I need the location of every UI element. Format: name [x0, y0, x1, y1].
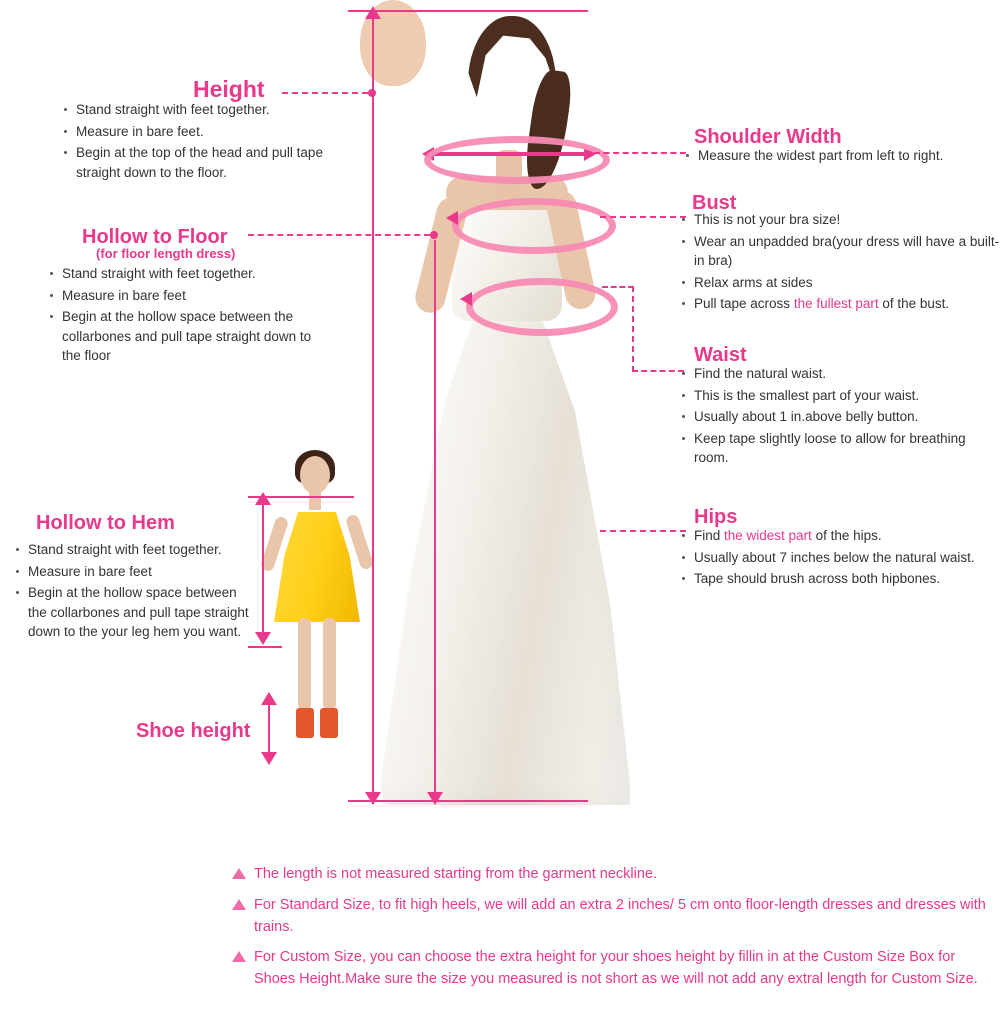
bust-leader-line [600, 216, 686, 218]
hollow-to-hem-bullets [14, 540, 250, 644]
mini-model-legs [294, 618, 340, 710]
bust-bullet-1: This is not your bra size! [680, 210, 1000, 230]
footer-note-2 [232, 895, 992, 939]
hollow-to-floor-bullet-1: Stand straight with feet together. [48, 264, 328, 284]
waist-leader-line-horizontal [602, 286, 634, 288]
hips-bullet-3: Tape should brush across both hipbones. [680, 569, 990, 589]
warning-triangle-icon [232, 951, 246, 962]
bust-bullet-4-highlight: the fullest part [793, 296, 879, 312]
shoulder-width-bullets [684, 146, 994, 168]
warning-triangle-icon [232, 899, 246, 910]
hollow-to-hem-bullet-2: Measure in bare feet [14, 562, 250, 582]
hips-bullets [680, 526, 990, 591]
mini-model-right-shoe [320, 708, 338, 738]
waist-arrow-left [460, 292, 472, 306]
waist-bullet-4: Keep tape slightly loose to allow for breathing room. [680, 429, 990, 468]
hollow-to-hem-top-cap [248, 496, 354, 498]
mini-model-dress [274, 512, 360, 622]
height-arrow-bottom [365, 792, 381, 805]
waist-title: Waist [694, 344, 747, 366]
height-title: Height [193, 76, 265, 102]
height-bullet-3: Begin at the top of the head and pull tape straight down to the floor. [62, 143, 338, 182]
hollow-to-floor-line [434, 240, 436, 800]
main-model-figure [360, 0, 650, 810]
waist-leader-line-tail [632, 370, 684, 372]
bust-bullet-2: Wear an unpadded bra(your dress will have a built-in bra) [680, 232, 1000, 271]
hollow-to-hem-bottom-cap [248, 646, 282, 648]
shoulder-width-title: Shoulder Width [694, 126, 842, 148]
footer-note-3-text: For Custom Size, you can choose the extra height for your shoes height by fillin in at the Custom Size Box for Shoes Height.Make sure the size you measured is not short as we will not add any extral length for Custom Size. [254, 949, 978, 987]
height-bullets [62, 100, 338, 184]
bust-bullet-3: Relax arms at sides [680, 273, 1000, 293]
hollow-to-floor-bullets [48, 264, 328, 368]
bust-bullet-4-post: of the bust. [878, 296, 950, 312]
bust-bullet-4-pre: Pull tape across [694, 296, 794, 312]
bust-bullets [680, 210, 1000, 316]
hollow-to-hem-bullet-3: Begin at the hollow space between the collarbones and pull tape straight down to the your leg hem you want. [14, 583, 250, 642]
hollow-to-floor-bullet-2: Measure in bare feet [48, 286, 328, 306]
height-bullet-1: Stand straight with feet together. [62, 100, 338, 120]
hips-title: Hips [694, 506, 738, 528]
footer-note-3 [232, 947, 992, 991]
hips-bullet-2: Usually about 7 inches below the natural waist. [680, 548, 990, 568]
shoulder-width-bullet-1: Measure the widest part from left to right. [684, 146, 994, 166]
height-bottom-cap [348, 800, 588, 802]
shoe-height-title: Shoe height [136, 720, 251, 742]
hips-bullet-1-post: of the hips. [811, 528, 882, 543]
height-top-marker-dot [368, 89, 376, 97]
hollow-to-floor-leader-line [248, 234, 430, 236]
hips-bullet-1 [680, 526, 990, 546]
mini-model-left-shoe [296, 708, 314, 738]
hollow-to-hem-line [262, 500, 264, 642]
hips-bullet-1-highlight: the widest part [724, 528, 812, 543]
mini-model-figure [262, 440, 372, 750]
hollow-to-floor-bullet-3: Begin at the hollow space between the collarbones and pull tape straight down to the floor [48, 307, 328, 366]
hollow-to-floor-subtitle: (for floor length dress) [96, 246, 236, 261]
bust-arrow-left [446, 211, 458, 225]
footer-note-1 [232, 864, 992, 886]
hollow-to-hem-title: Hollow to Hem [36, 512, 175, 534]
shoulder-width-band [424, 136, 610, 184]
bust-bullet-4 [680, 294, 1000, 314]
hollow-to-floor-arrow-bottom [427, 792, 443, 805]
footer-notes [232, 864, 992, 1000]
footer-note-2-text: For Standard Size, to fit high heels, we will add an extra 2 inches/ 5 cm onto floor-length dresses and dresses with trains. [254, 896, 986, 935]
height-line [372, 18, 374, 804]
waist-band [466, 278, 618, 336]
waist-bullets [680, 364, 990, 470]
hollow-to-hem-bullet-1: Stand straight with feet together. [14, 540, 250, 560]
warning-triangle-icon [232, 868, 246, 879]
height-bullet-2: Measure in bare feet. [62, 122, 338, 142]
hips-bullet-1-pre: Find [694, 528, 725, 543]
bust-band [452, 198, 616, 254]
hollow-to-floor-marker-dot [430, 231, 438, 239]
hollow-to-hem-arrow-top [255, 492, 271, 505]
waist-bullet-1: Find the natural waist. [680, 364, 990, 384]
mini-model-neck [309, 488, 321, 510]
shoe-height-arrow-bottom [261, 752, 277, 765]
height-top-cap [348, 10, 588, 12]
shoe-height-arrow-top [261, 692, 277, 705]
shoulder-width-leader-line [594, 152, 686, 154]
height-leader-line [282, 92, 368, 94]
hollow-to-floor-title: Hollow to Floor [82, 226, 228, 248]
waist-leader-line-vertical [632, 286, 634, 372]
hips-leader-line [600, 530, 686, 532]
waist-bullet-2: This is the smallest part of your waist. [680, 386, 990, 406]
bust-title: Bust [692, 192, 737, 214]
hollow-to-hem-arrow-bottom [255, 632, 271, 645]
waist-bullet-3: Usually about 1 in.above belly button. [680, 407, 990, 427]
footer-note-1-text: The length is not measured starting from the garment neckline. [254, 866, 657, 882]
gown-skirt [380, 300, 630, 805]
